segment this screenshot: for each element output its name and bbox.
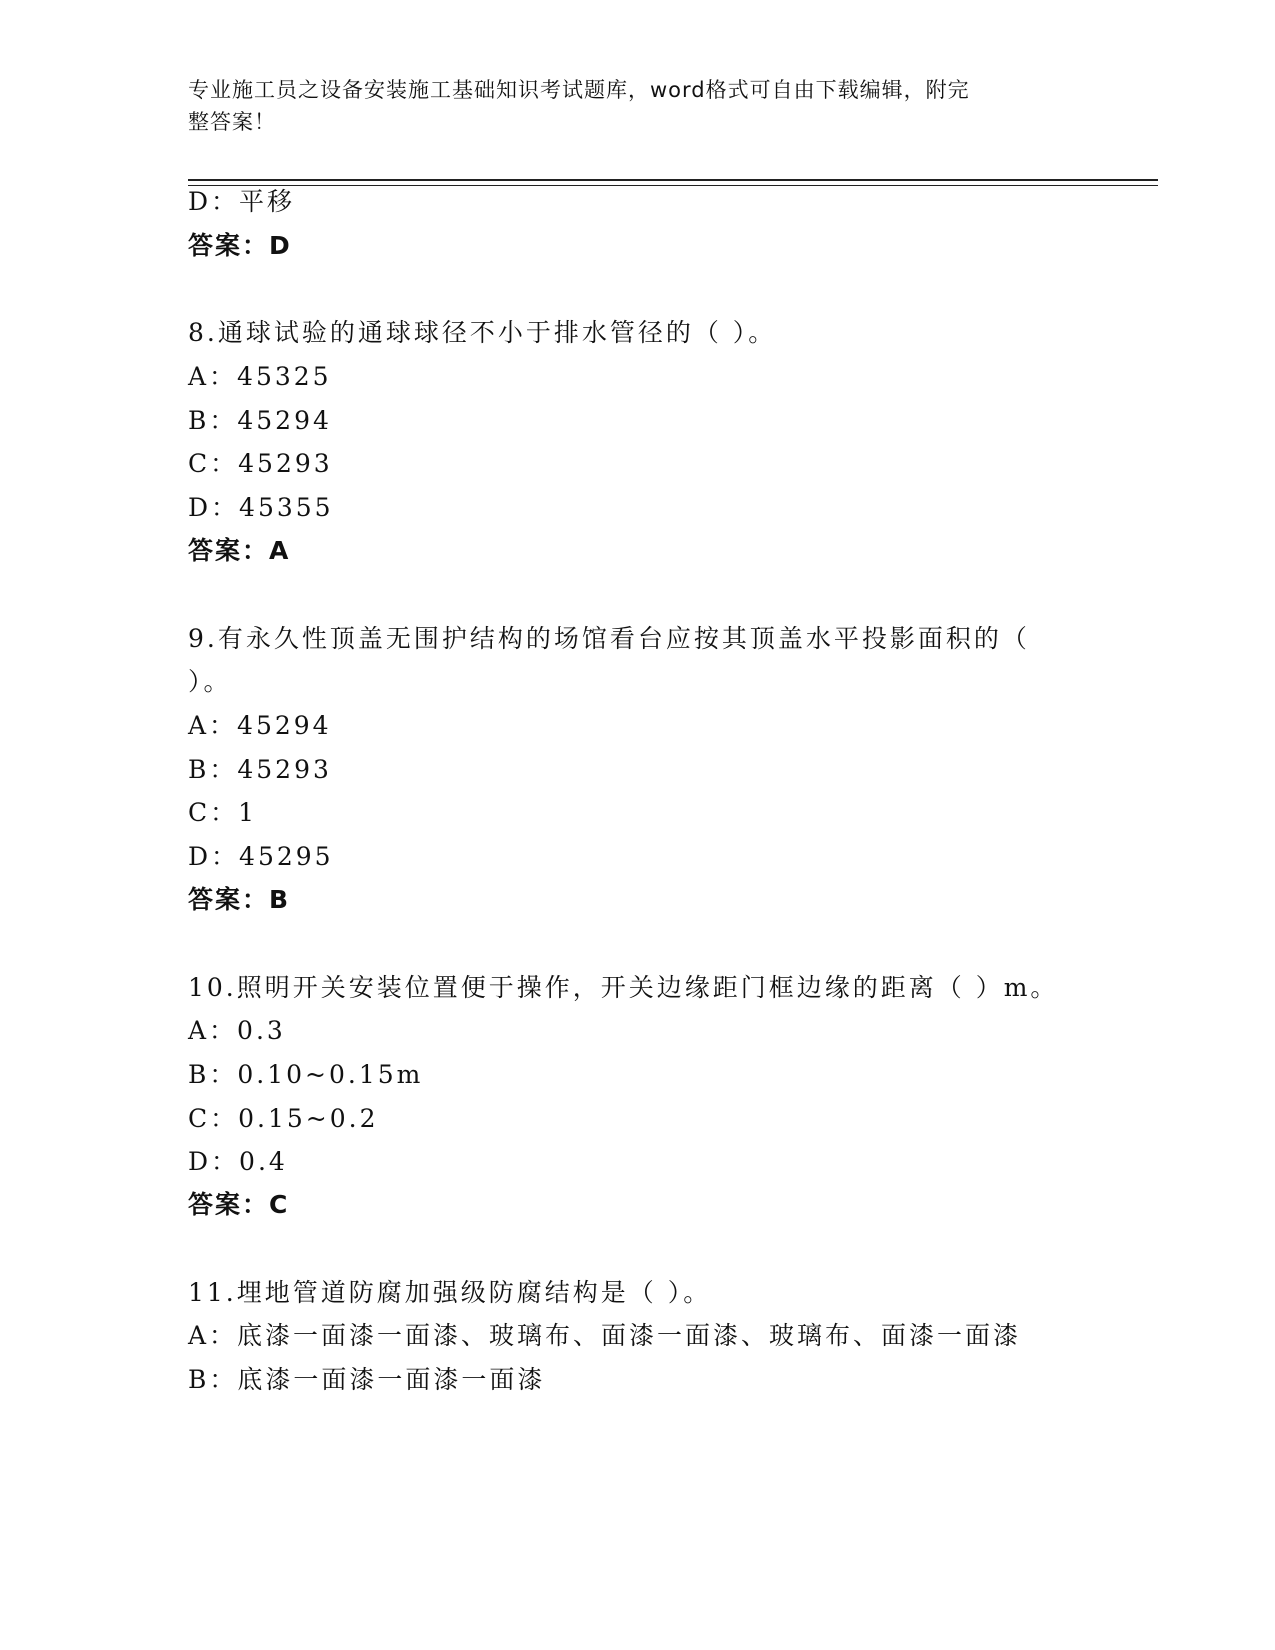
question-10-option-c: C：0.15~0.2 (188, 1104, 379, 1133)
question-10-option-d: D：0.4 (188, 1147, 288, 1176)
header-line-2: 整答案！ (188, 110, 276, 134)
question-11-option-a: A：底漆一面漆一面漆、玻璃布、面漆一面漆、玻璃布、面漆一面漆 (188, 1321, 1022, 1350)
question-11-stem: 11.埋地管道防腐加强级防腐结构是（ ）。 (188, 1278, 712, 1307)
header-line-1: 专业施工员之设备安装施工基础知识考试题库，word格式可自由下载编辑，附完 (188, 78, 970, 102)
question-10-stem: 10.照明开关安装位置便于操作，开关边缘距门框边缘的距离（ ）m。 (188, 973, 1059, 1002)
question-10-option-a: A：0.3 (188, 1016, 286, 1045)
question-11-option-b: B：底漆一面漆一面漆一面漆 (188, 1365, 546, 1394)
question-9-option-c: C：1 (188, 798, 258, 827)
question-9-answer: 答案：B (188, 885, 291, 914)
question-9-option-b: B：45293 (188, 755, 332, 784)
document-header (188, 74, 1068, 138)
question-8-option-c: C：45293 (188, 449, 333, 478)
question-8-option-d: D：45355 (188, 493, 334, 522)
prev-answer: 答案：D (188, 231, 292, 260)
question-10-option-b: B：0.10~0.15m (188, 1060, 424, 1089)
question-8-option-a: A：45325 (188, 362, 332, 391)
question-9-stem-cont: ）。 (188, 667, 232, 696)
question-10-answer: 答案：C (188, 1190, 290, 1219)
prev-option-d: D：平移 (188, 187, 296, 216)
question-9-option-d: D：45295 (188, 842, 334, 871)
question-8-option-b: B：45294 (188, 406, 332, 435)
header-divider (188, 179, 1158, 181)
question-8-stem: 8.通球试验的通球球径不小于排水管径的（ ）。 (188, 318, 777, 347)
header-divider-thin (188, 185, 1158, 186)
question-9-option-a: A：45294 (188, 711, 332, 740)
question-9-stem: 9.有永久性顶盖无围护结构的场馆看台应按其顶盖水平投影面积的（ (188, 624, 1030, 653)
question-8-answer: 答案：A (188, 536, 291, 565)
